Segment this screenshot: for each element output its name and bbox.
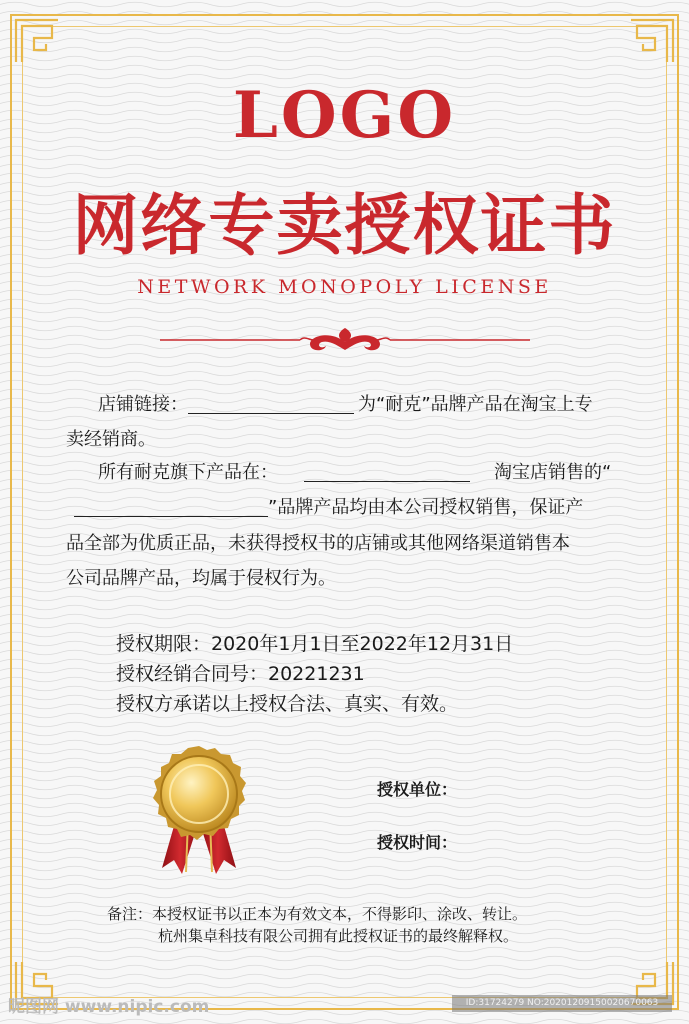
authorization-period: 授权期限：2020年1月1日至2022年12月31日 bbox=[116, 633, 514, 655]
store-link-blank bbox=[188, 395, 354, 414]
certificate-title: 网络专卖授权证书 bbox=[72, 186, 617, 264]
authorization-promise: 授权方承诺以上授权合法、真实、有效。 bbox=[116, 693, 459, 715]
site-watermark: 昵图网 www.nipic.com bbox=[8, 997, 210, 1017]
gold-medal-icon bbox=[148, 740, 250, 880]
authorization-time-label: 授权时间： bbox=[377, 833, 458, 852]
store-link-label: 店铺链接： bbox=[98, 394, 188, 415]
paragraph-1-line-2: 卖经销商。 bbox=[66, 429, 156, 450]
paragraph-2-line-3: 品全部为优质正品，未获得授权书的店铺或其他网络渠道销售本 bbox=[66, 533, 570, 554]
image-id-watermark: ID:31724279 NO:20201209150020670063 bbox=[452, 995, 672, 1012]
certificate-subtitle: NETWORK MONOPOLY LICENSE bbox=[137, 276, 552, 298]
divider-ornament bbox=[160, 322, 530, 356]
corner-ornament-top-right bbox=[629, 18, 675, 64]
paragraph-2-text: 淘宝店销售的“ bbox=[494, 462, 612, 483]
note-line-2: 杭州集卓科技有限公司拥有此授权证书的最终解释权。 bbox=[158, 927, 519, 945]
paragraph-2-line-2-text: ”品牌产品均由本公司授权销售，保证产 bbox=[268, 497, 584, 518]
logo-text: LOGO bbox=[232, 78, 457, 153]
paragraph-2-line-4: 公司品牌产品，均属于侵权行为。 bbox=[66, 568, 336, 589]
note-line-1: 备注：本授权证书以正本为有效文本，不得影印、涂改、转让。 bbox=[107, 905, 528, 923]
contract-number: 授权经销合同号：20221231 bbox=[116, 663, 365, 685]
corner-ornament-top-left bbox=[14, 18, 60, 64]
brand-name-blank bbox=[74, 498, 268, 517]
products-label: 所有耐克旗下产品在： bbox=[98, 462, 278, 483]
paragraph-2-line-1 bbox=[98, 461, 611, 484]
paragraph-1-line-1 bbox=[98, 393, 593, 416]
paragraph-1-text: 为“耐克”品牌产品在淘宝上专 bbox=[358, 394, 593, 415]
authorizing-unit-label: 授权单位： bbox=[377, 780, 458, 799]
store-name-blank bbox=[304, 463, 470, 482]
paragraph-2-line-2 bbox=[74, 496, 583, 519]
